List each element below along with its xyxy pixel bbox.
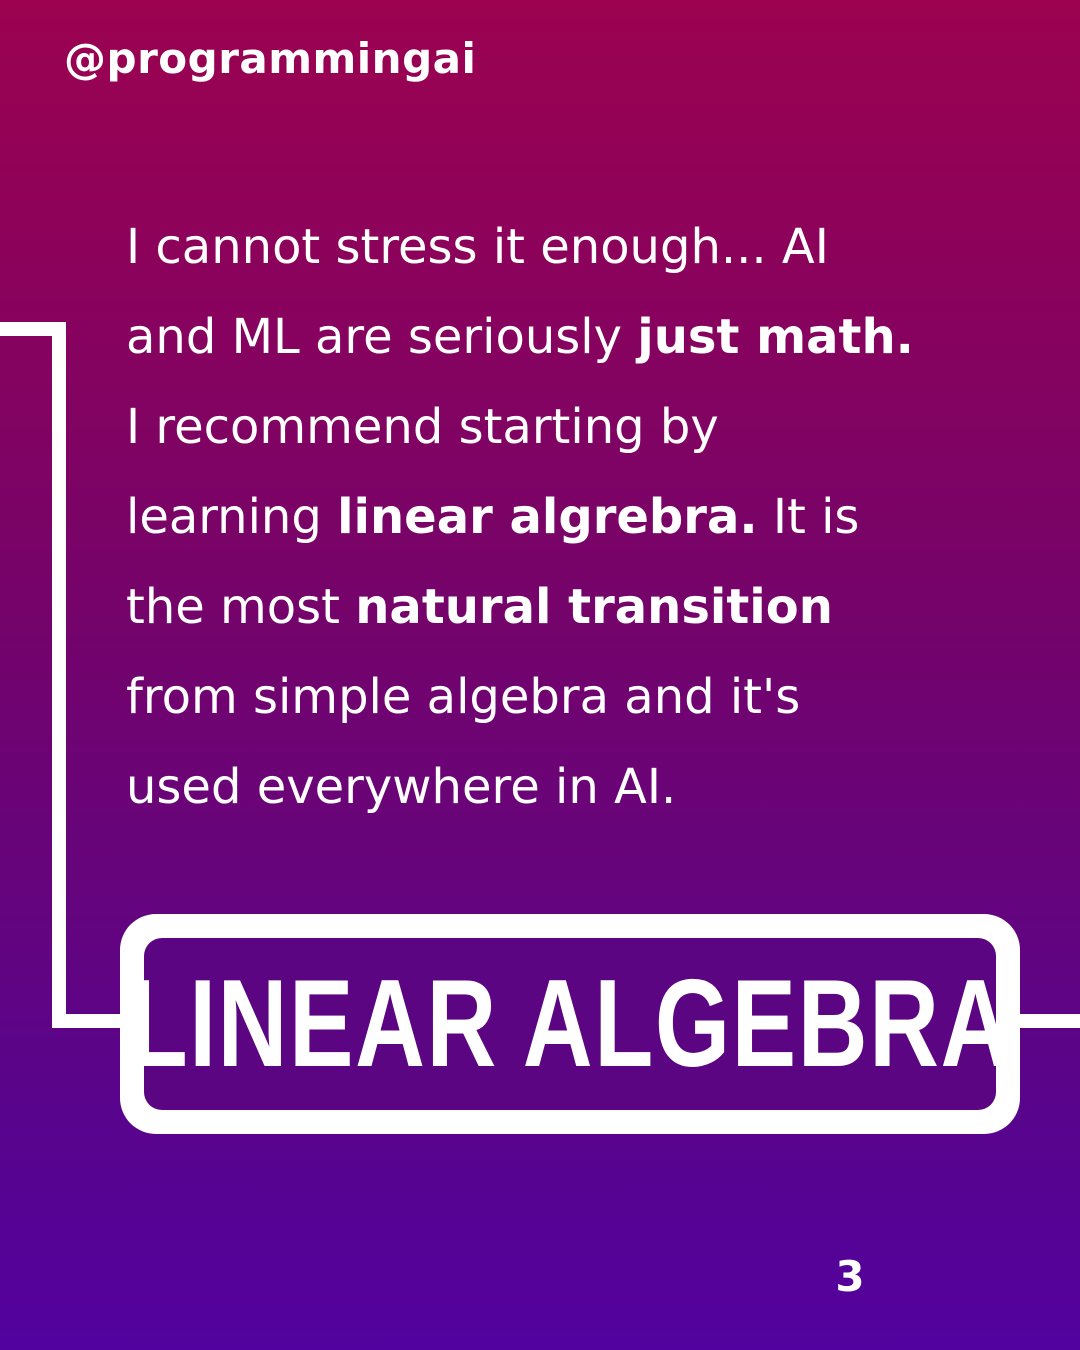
body-text-segment: It is (757, 489, 860, 545)
body-line-4 (126, 472, 1026, 562)
connector-line-vertical (52, 322, 66, 1028)
page-number: 3 (835, 1252, 865, 1301)
body-text-segment: the most (126, 579, 356, 635)
body-paragraph (126, 202, 1026, 832)
body-line-1 (126, 202, 1026, 292)
body-line-5 (126, 562, 1026, 652)
title-panel (128, 938, 1012, 1110)
body-line-3 (126, 382, 1026, 472)
slide-title: LINEAR ALGEBRA (128, 955, 1012, 1093)
body-line-6 (126, 652, 1026, 742)
emphasis-linear-algebra: linear algrebra. (337, 489, 758, 545)
body-text-segment: from simple algebra and it's (126, 669, 801, 725)
account-handle: @programmingai (64, 34, 477, 83)
emphasis-natural-transition: natural transition (355, 579, 833, 635)
body-line-7 (126, 742, 1026, 832)
body-line-2 (126, 292, 1026, 382)
body-text-segment: I cannot stress it enough... AI (126, 219, 829, 275)
connector-line-right (1014, 1014, 1080, 1028)
emphasis-just-math: just math. (637, 309, 914, 365)
body-text-segment: I recommend starting by (126, 399, 719, 455)
connector-line-bottom (52, 1014, 130, 1028)
title-frame (120, 914, 1020, 1134)
body-text-segment: learning (126, 489, 338, 545)
body-text-segment: used everywhere in AI. (126, 759, 677, 815)
body-text-segment: and ML are seriously (126, 309, 638, 365)
